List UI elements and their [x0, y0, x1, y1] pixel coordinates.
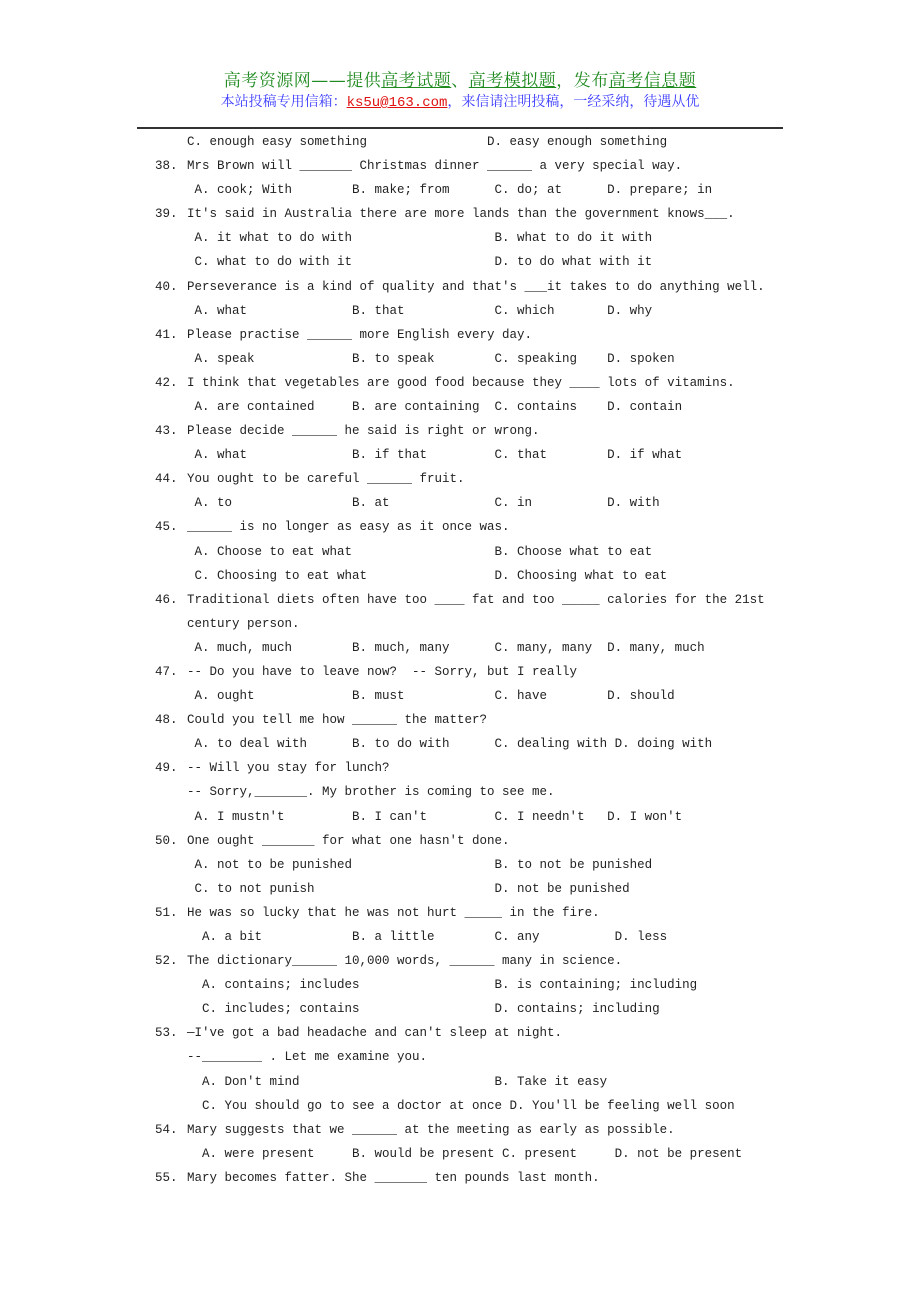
question-text: Mrs Brown will _______ Christmas dinner ______ a very special way.	[187, 159, 683, 174]
question-text: --________ . Let me examine you.	[187, 1050, 428, 1065]
banner-text: ，发布	[556, 71, 609, 91]
question-number: 51.	[155, 905, 178, 920]
banner-text: 、	[451, 71, 469, 91]
contact-suffix: ，来信请注明投稿，一经采纳，待遇从优	[447, 94, 700, 110]
options-text: C. to not punish D. not be punished	[187, 881, 630, 896]
options-text: A. Don't mind B. Take it easy	[187, 1074, 608, 1089]
question-text: He was so lucky that he was not hurt _____ in the fire.	[187, 905, 600, 920]
question-text: century person.	[187, 616, 300, 631]
contact-line	[0, 91, 920, 111]
question-text: -- Sorry,_______. My brother is coming to see me.	[187, 785, 555, 800]
options-text: A. were present B. would be present C. present D. not be present	[187, 1146, 743, 1161]
options-text: A. speak B. to speak C. speaking D. spoken	[187, 351, 675, 366]
options-text: A. to B. at C. in D. with	[187, 496, 660, 511]
options-text: A. Choose to eat what B. Choose what to eat	[187, 544, 653, 559]
options-text: A. ought B. must C. have D. should	[187, 689, 675, 704]
question-number: 49.	[155, 761, 178, 776]
question-text: Please practise ______ more English every day.	[187, 327, 533, 342]
question-number: 46.	[155, 592, 178, 607]
question-number: 47.	[155, 664, 178, 679]
options-text: C. includes; contains D. contains; including	[187, 1002, 660, 1017]
options-text: C. Choosing to eat what D. Choosing what to eat	[187, 568, 668, 583]
question-text: I think that vegetables are good food because they ____ lots of vitamins.	[187, 375, 735, 390]
options-text: A. a bit B. a little C. any D. less	[187, 929, 668, 944]
question-number: 43.	[155, 424, 178, 439]
options-text: A. contains; includes B. is containing; including	[187, 978, 698, 993]
contact-prefix: 本站投稿专用信箱：	[220, 94, 347, 110]
options-text: A. much, much B. much, many C. many, many D. many, much	[187, 640, 705, 655]
question-text: —I've got a bad headache and can't sleep at night.	[187, 1026, 563, 1041]
question-number: 48.	[155, 713, 178, 728]
link-info-questions[interactable]: 高考信息题	[608, 71, 697, 91]
question-number: 44.	[155, 472, 178, 487]
options-text: A. are contained B. are containing C. contains D. contain	[187, 399, 683, 414]
question-number: 54.	[155, 1122, 178, 1137]
question-text: -- Do you have to leave now? -- Sorry, but I really	[187, 664, 578, 679]
options-text: A. what B. if that C. that D. if what	[187, 448, 683, 463]
email-link[interactable]: ks5u@163.com	[346, 95, 448, 111]
question-text: It's said in Australia there are more lands than the government knows___.	[187, 207, 735, 222]
question-text: Please decide ______ he said is right or wrong.	[187, 424, 540, 439]
link-exam-questions[interactable]: 高考试题	[381, 71, 452, 91]
question-text: One ought _______ for what one hasn't done.	[187, 833, 510, 848]
question-number: 38.	[155, 159, 178, 174]
question-text: The dictionary______ 10,000 words, ______ many in science.	[187, 954, 623, 969]
question-number: 40.	[155, 279, 178, 294]
question-text: Traditional diets often have too ____ fat and too _____ calories for the 21st	[187, 592, 765, 607]
question-number: 52.	[155, 954, 178, 969]
header-divider	[137, 127, 783, 129]
question-number: 41.	[155, 327, 178, 342]
question-text: Could you tell me how ______ the matter?	[187, 713, 488, 728]
question-text: Mary becomes fatter. She _______ ten pounds last month.	[187, 1170, 600, 1185]
link-mock-questions[interactable]: 高考模拟题	[468, 71, 557, 91]
options-text: A. not to be punished B. to not be punished	[187, 857, 653, 872]
question-text: Perseverance is a kind of quality and that's ___it takes to do anything well.	[187, 279, 765, 294]
question-text: -- Will you stay for lunch?	[187, 761, 390, 776]
banner-text: 高考资源网——提供	[223, 71, 382, 91]
question-number: 42.	[155, 375, 178, 390]
question-text: You ought to be careful ______ fruit.	[187, 472, 465, 487]
question-number: 53.	[155, 1026, 178, 1041]
options-text: C. You should go to see a doctor at once D. You'll be feeling well soon	[187, 1098, 735, 1113]
options-text: A. what B. that C. which D. why	[187, 303, 653, 318]
options-text: A. it what to do with B. what to do it with	[187, 231, 653, 246]
question-number: 45.	[155, 520, 178, 535]
options-text: A. I mustn't B. I can't C. I needn't D. I won't	[187, 809, 683, 824]
options-text: C. enough easy something D. easy enough something	[187, 135, 668, 149]
question-text: ______ is no longer as easy as it once was.	[187, 520, 510, 535]
question-number: 55.	[155, 1170, 178, 1185]
question-number: 39.	[155, 207, 178, 222]
options-text: C. what to do with it D. to do what with it	[187, 255, 653, 270]
options-text: A. to deal with B. to do with C. dealing with D. doing with	[187, 737, 713, 752]
question-number: 50.	[155, 833, 178, 848]
site-banner-title	[0, 66, 920, 91]
question-text: Mary suggests that we ______ at the meeting as early as possible.	[187, 1122, 675, 1137]
options-text: A. cook; With B. make; from C. do; at D. prepare; in	[187, 183, 713, 198]
